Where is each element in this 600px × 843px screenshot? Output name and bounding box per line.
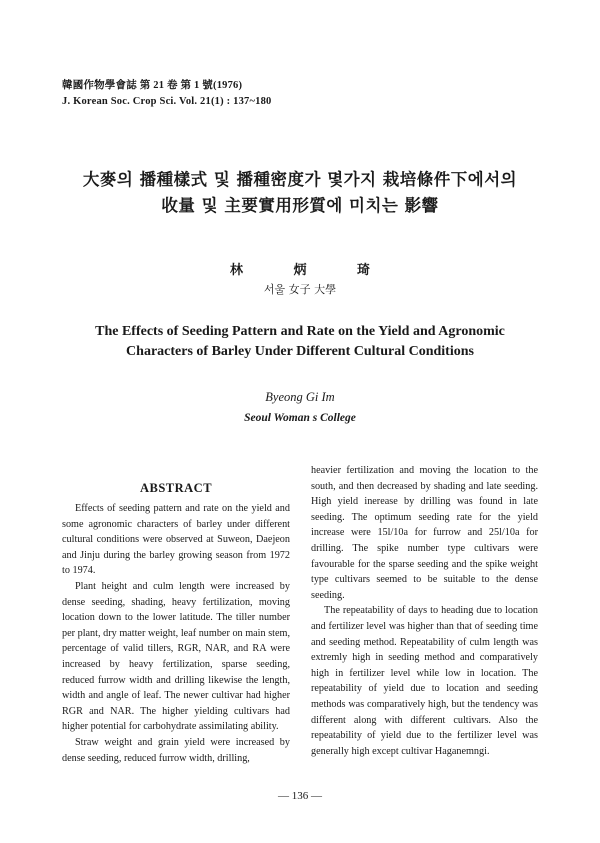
korean-affiliation: 서울 女子 大學 <box>263 283 337 296</box>
abstract-paragraph-continued: heavier fertilization and moving the location to the south, and then decreased by shading and late seeding. High yield inerease by drilling was found in late seeding. The optimum seeding rate for the yield increase were 15l/10a for furrow and 25l/10a for drilling. The spike number type cultivars were favourable for the sparse seeding and the spike weight type cultivars seemed to be suitable to the dense seeding. <box>311 465 538 601</box>
korean-title-line-1: 大麥의 播種樣式 및 播種密度가 몇가지 栽培條件下에서의 <box>82 170 518 189</box>
author-char: 炳 <box>293 263 307 278</box>
korean-author-name <box>230 259 370 278</box>
abstract-paragraph: Straw weight and grain yield were increased by dense seeding, reduced furrow width, drilling, <box>62 736 290 764</box>
journal-citation <box>62 78 272 110</box>
abstract-paragraph: The repeatability of days to heading due to location and fertilizer level was higher than that of seeding time and seeding method. Repeatability of culm length was extremly high in seeding method and comparatively high in fertilizer level while low in location. The repeatability of yield due to location and seeding methods was comparatively high, but the tendency was different along with different cultivars. Also the repeatability of yield due to the fertilizer level was generally high except cultivar Haganemngi. <box>311 605 538 757</box>
abstract-right-column <box>311 463 538 759</box>
abstract-left-column <box>62 501 290 766</box>
english-affiliation: Seoul Woman s College <box>244 412 356 424</box>
abstract-paragraph: Plant height and culm length were increased by dense seeding, shading, heavy fertilization, moving location down to the lower latitude. The tiller number per plant, dry matter weight, leaf number on main stem, percentage of valid tillers, RGR, NAR, and RA were increased by heavy fertilization, sparse seeding, reduced furrow width and drilling likewise the length, width and angle of leaf. The newer cultivar had higher RGR and NAR. The higher yielding cultivars had higher potential for carbohydrate assimilating ability. <box>62 580 290 733</box>
korean-title-line-2: 收量 및 主要實用形質에 미치는 影響 <box>161 196 439 215</box>
abstract-heading: ABSTRACT <box>139 481 213 495</box>
english-title-line-1: The Effects of Seeding Pattern and Rate on the Yield and Agronomic <box>95 324 505 339</box>
journal-korean-line: 韓國作物學會誌 第 21 卷 第 1 號(1976) <box>62 80 243 91</box>
page-number: — 136 — <box>278 790 322 802</box>
english-title-line-2: Characters of Barley Under Different Cultural Conditions <box>126 344 474 359</box>
english-author-name: Byeong Gi Im <box>265 390 335 404</box>
author-char: 林 <box>230 263 244 278</box>
abstract-paragraph: Effects of seeding pattern and rate on the yield and some agronomic characters of barley under different cultural conditions were observed at Suweon, Daejeon and Jinju during the barley growing season from 1972 to 1974. <box>62 503 290 577</box>
author-char: 琦 <box>356 263 370 278</box>
journal-english-line: J. Korean Soc. Crop Sci. Vol. 21(1) : 137~180 <box>62 96 272 107</box>
